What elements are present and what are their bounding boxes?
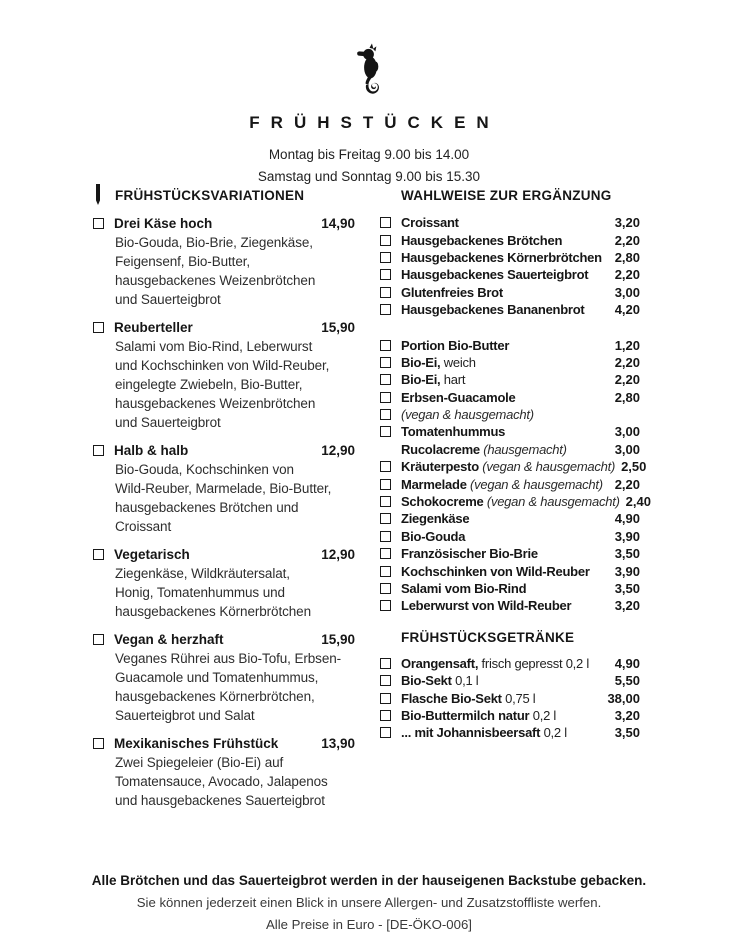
extra-row xyxy=(380,510,640,527)
extra-row-label xyxy=(401,546,538,561)
menu-item-description xyxy=(115,649,355,725)
checkbox[interactable] xyxy=(93,445,104,456)
checkbox[interactable] xyxy=(93,634,104,645)
extra-row-note: (vegan & hausgemacht) xyxy=(466,476,603,492)
extras-column xyxy=(380,186,651,819)
variations-heading-row xyxy=(93,186,355,205)
checkbox[interactable] xyxy=(380,583,391,594)
drink-row-label xyxy=(401,725,567,740)
drink-row-name: Orangensaft, xyxy=(401,655,479,671)
description-line: eingelegte Zwiebeln, Bio-Butter, xyxy=(115,377,303,392)
drink-row-label xyxy=(401,673,478,688)
checkbox[interactable] xyxy=(380,374,391,385)
extra-row-name: Schokocreme xyxy=(401,494,484,510)
menu-item-price: 15,90 xyxy=(321,320,355,335)
drink-row-price: 3,20 xyxy=(614,707,640,723)
extra-row-label xyxy=(401,302,585,317)
description-line: Zwei Spiegeleier (Bio-Ei) auf xyxy=(115,755,284,770)
menu-columns xyxy=(93,186,651,819)
extra-row-note: (vegan & hausgemacht) xyxy=(483,494,620,510)
description-line: Bio-Gouda, Kochschinken von xyxy=(115,462,294,477)
extras-group-breads xyxy=(380,214,640,318)
checkbox[interactable] xyxy=(380,513,391,524)
checkbox[interactable] xyxy=(380,357,391,368)
extra-row-price: 2,20 xyxy=(614,372,640,388)
drink-row xyxy=(380,672,640,689)
menu-item-description xyxy=(115,233,355,309)
extra-row xyxy=(380,266,640,283)
description-line: Honig, Tomatenhummus und xyxy=(115,585,285,600)
menu-item xyxy=(93,214,355,309)
menu-item xyxy=(93,734,355,810)
menu-item xyxy=(93,441,355,536)
extra-row-name: Bio-Gouda xyxy=(401,528,466,544)
description-line: hausgebackenes Weizenbrötchen xyxy=(115,396,316,411)
extras-heading: WAHLWEISE ZUR ERGÄNZUNG xyxy=(401,188,612,203)
extra-row-label xyxy=(401,442,567,457)
extra-row xyxy=(380,475,640,492)
checkbox[interactable] xyxy=(380,409,391,420)
extra-row-price: 2,40 xyxy=(625,494,651,510)
extra-row xyxy=(380,580,640,597)
checkbox[interactable] xyxy=(380,340,391,351)
checkbox[interactable] xyxy=(380,479,391,490)
drink-row-label xyxy=(401,691,535,706)
extra-row-price: 3,20 xyxy=(614,215,640,231)
extra-row-name: Ziegenkäse xyxy=(401,511,470,527)
extra-row-price: 2,20 xyxy=(614,476,640,492)
description-line: Sauerteigbrot und Salat xyxy=(115,708,255,723)
extra-row xyxy=(380,231,640,248)
extra-row-price: 4,20 xyxy=(614,302,640,318)
opening-hours xyxy=(0,144,738,188)
drink-row-label xyxy=(401,708,556,723)
extra-row-label xyxy=(401,581,526,596)
extra-row-price: 3,50 xyxy=(614,581,640,596)
extra-row xyxy=(380,493,651,510)
description-line: Croissant xyxy=(115,519,172,534)
extra-row-detail: hart xyxy=(440,372,466,388)
drink-row-name: ... mit Johannisbeersaft xyxy=(401,725,541,741)
description-line: und Sauerteigbrot xyxy=(115,292,221,307)
drink-row-label xyxy=(401,656,589,671)
description-line: und Sauerteigbrot xyxy=(115,415,221,430)
checkbox[interactable] xyxy=(93,738,104,749)
description-line: Bio-Gouda, Bio-Brie, Ziegenkäse, xyxy=(115,235,313,250)
drink-row-detail: 0,2 l xyxy=(540,725,567,741)
menu-item-name: Vegetarisch xyxy=(114,547,190,562)
extra-row-name: Kochschinken von Wild-Reuber xyxy=(401,563,590,579)
drink-row xyxy=(380,707,640,724)
seahorse-icon xyxy=(354,42,384,96)
extra-row-price: 2,20 xyxy=(614,232,640,248)
drink-row-detail: 0,2 l xyxy=(529,707,557,723)
menu-item-price: 15,90 xyxy=(321,632,355,647)
description-line: Guacamole und Tomatenhummus, xyxy=(115,670,319,685)
menu-item-row xyxy=(93,545,355,564)
extra-row xyxy=(380,545,640,562)
checkbox[interactable] xyxy=(380,727,391,738)
checkbox[interactable] xyxy=(93,218,104,229)
extra-row-label xyxy=(401,285,503,300)
drink-row-name: Bio-Buttermilch natur xyxy=(401,707,530,723)
extra-row xyxy=(380,406,640,423)
extra-row-name: Hausgebackenes Sauerteigbrot xyxy=(401,267,589,283)
menu-item-name: Reuberteller xyxy=(114,320,193,335)
checkbox[interactable] xyxy=(380,531,391,542)
extra-row xyxy=(380,458,647,475)
menu-header xyxy=(0,0,738,188)
extra-row-name: Glutenfreies Brot xyxy=(401,284,503,300)
extra-row-name: Croissant xyxy=(401,215,459,231)
drinks-heading: FRÜHSTÜCKSGETRÄNKE xyxy=(401,629,575,645)
checkbox[interactable] xyxy=(380,461,391,472)
extras-heading-row xyxy=(380,186,640,205)
drink-row xyxy=(380,689,640,706)
description-line: Wild-Reuber, Marmelade, Bio-Butter, xyxy=(115,481,332,496)
footer-price-note: Alle Preise in Euro - [DE-ÖKO-006] xyxy=(266,917,472,932)
menu-item-price: 12,90 xyxy=(321,443,355,458)
menu-item-name: Halb & halb xyxy=(114,443,189,458)
extra-row-price: 2,20 xyxy=(614,354,640,370)
menu-item xyxy=(93,545,355,621)
extra-row-name: Rucolacreme xyxy=(401,441,480,457)
checkbox[interactable] xyxy=(380,235,391,246)
extra-row-price: 4,90 xyxy=(614,511,640,527)
extra-row-note: (vegan & hausgemacht) xyxy=(478,459,616,475)
menu-item-row xyxy=(93,734,355,753)
extra-row-name: Hausgebackenes Brötchen xyxy=(401,232,563,248)
checkbox[interactable] xyxy=(380,496,391,507)
extra-row-label xyxy=(401,372,465,387)
extra-row-note: (hausgemacht) xyxy=(479,441,567,457)
extra-row-detail: weich xyxy=(440,354,476,370)
checkbox[interactable] xyxy=(380,548,391,559)
extra-row-name: Bio-Ei, xyxy=(401,372,441,388)
menu-item-description xyxy=(115,460,355,536)
description-line: hausgebackenes Weizenbrötchen xyxy=(115,273,316,288)
extra-row-label xyxy=(401,529,465,544)
extra-row-label xyxy=(401,494,620,509)
menu-item-price: 12,90 xyxy=(321,547,355,562)
extra-row-name: Hausgebackenes Bananenbrot xyxy=(401,302,585,318)
extra-row-price: 2,80 xyxy=(614,249,640,265)
extra-row-name: Leberwurst von Wild-Reuber xyxy=(401,598,572,614)
checkbox[interactable] xyxy=(380,392,391,403)
extra-row xyxy=(380,441,640,458)
checkbox[interactable] xyxy=(93,322,104,333)
description-line: hausgebackenes Körnerbrötchen xyxy=(115,604,311,619)
extra-row xyxy=(380,249,640,266)
extra-row-price: 3,00 xyxy=(614,424,640,440)
description-line: Salami vom Bio-Rind, Leberwurst xyxy=(115,339,313,354)
menu-item-description xyxy=(115,753,355,810)
hours-weekdays: Montag bis Freitag 9.00 bis 14.00 xyxy=(268,147,470,162)
extra-row-name: Französischer Bio-Brie xyxy=(401,546,538,562)
extra-row-price: 2,20 xyxy=(614,267,640,283)
checkbox[interactable] xyxy=(380,304,391,315)
menu-item-row xyxy=(93,630,355,649)
drink-row-price: 5,50 xyxy=(614,673,640,689)
drink-row-detail: 0,1 l xyxy=(451,673,479,689)
menu-item-name: Mexikanisches Frühstück xyxy=(114,736,279,751)
drink-row-price: 38,00 xyxy=(607,690,640,706)
text-cursor-icon xyxy=(96,184,100,205)
extra-row-name: Marmelade xyxy=(401,476,467,492)
extra-row xyxy=(380,597,640,614)
drink-row-price: 4,90 xyxy=(614,655,640,671)
menu-item-description xyxy=(115,337,355,432)
drink-row-detail: 0,75 l xyxy=(501,690,536,706)
extra-row xyxy=(380,354,640,371)
extra-row-label xyxy=(401,407,534,422)
extra-row-label xyxy=(401,598,571,613)
checkbox[interactable] xyxy=(380,693,391,704)
extra-row xyxy=(380,336,640,353)
description-line: Veganes Rührei aus Bio-Tofu, Erbsen- xyxy=(115,651,342,666)
extra-row-name: Hausgebackenes Körnerbrötchen xyxy=(401,249,602,265)
extra-row-note: (vegan & hausgemacht) xyxy=(401,407,534,423)
checkbox[interactable] xyxy=(380,217,391,228)
extra-row xyxy=(380,214,640,231)
checkbox[interactable] xyxy=(380,269,391,280)
extra-row-price: 1,20 xyxy=(614,337,640,353)
drink-row xyxy=(380,655,640,672)
extra-row-label xyxy=(401,424,505,439)
menu-item-price: 14,90 xyxy=(321,216,355,231)
extra-row-price: 3,90 xyxy=(614,528,640,544)
drink-row-name: Flasche Bio-Sekt xyxy=(401,690,502,706)
extra-row-label xyxy=(401,477,603,492)
menu-item-row xyxy=(93,318,355,337)
menu-item-name: Vegan & herzhaft xyxy=(114,632,224,647)
extra-row-name: Portion Bio-Butter xyxy=(401,337,510,353)
checkbox[interactable] xyxy=(380,658,391,669)
menu-footer xyxy=(0,870,738,944)
checkbox[interactable] xyxy=(380,252,391,263)
extra-row-name: Kräuterpesto xyxy=(401,459,479,475)
extra-row-label xyxy=(401,267,588,282)
checkbox[interactable] xyxy=(380,566,391,577)
extra-row-name: Bio-Ei, xyxy=(401,354,441,370)
extra-row-name: Tomatenhummus xyxy=(401,424,506,440)
checkbox[interactable] xyxy=(93,549,104,560)
extra-row-label xyxy=(401,459,615,474)
drink-row-name: Bio-Sekt xyxy=(401,673,452,689)
menu-item-price: 13,90 xyxy=(321,736,355,751)
extra-row-label xyxy=(401,355,476,370)
extra-row-label xyxy=(401,233,562,248)
extra-row-price: 3,00 xyxy=(614,441,640,457)
extra-row-price: 3,50 xyxy=(614,546,640,562)
checkbox[interactable] xyxy=(380,426,391,437)
checkbox[interactable] xyxy=(380,710,391,721)
menu-item-description xyxy=(115,564,355,621)
description-line: Feigensenf, Bio-Butter, xyxy=(115,254,251,269)
variations-column xyxy=(93,186,355,819)
menu-item-row xyxy=(93,441,355,460)
variations-list xyxy=(93,214,355,810)
extra-row xyxy=(380,423,640,440)
menu-item-row xyxy=(93,214,355,233)
hours-weekend: Samstag und Sonntag 9.00 bis 15.30 xyxy=(257,169,481,184)
extra-row-label xyxy=(401,250,602,265)
description-line: hausgebackenes Brötchen und xyxy=(115,500,299,515)
checkbox[interactable] xyxy=(380,675,391,686)
extra-row-price: 2,80 xyxy=(614,389,640,405)
extra-row-label xyxy=(401,215,459,230)
drink-row xyxy=(380,724,640,741)
extra-row-name: Salami vom Bio-Rind xyxy=(401,581,527,596)
drink-row-detail: frisch gepresst 0,2 l xyxy=(478,655,590,671)
extra-row xyxy=(380,528,640,545)
extra-row-price: 3,90 xyxy=(614,563,640,579)
description-line: Tomatensauce, Avocado, Jalapenos xyxy=(115,774,328,789)
description-line: und hausgebackenes Sauerteigbrot xyxy=(115,793,325,808)
extra-row xyxy=(380,371,640,388)
drink-row-price: 3,50 xyxy=(614,725,640,741)
drinks-list xyxy=(380,655,640,742)
extra-row xyxy=(380,284,640,301)
extra-row-price: 2,50 xyxy=(621,459,647,475)
menu-item xyxy=(93,318,355,432)
extra-row xyxy=(380,562,640,579)
description-line: und Kochschinken von Wild-Reuber, xyxy=(115,358,330,373)
extra-row-name: Erbsen-Guacamole xyxy=(401,389,516,405)
extra-row xyxy=(380,389,640,406)
extra-row-label xyxy=(401,338,509,353)
menu-item-name: Drei Käse hoch xyxy=(114,216,213,231)
menu-item xyxy=(93,630,355,725)
extra-row-label xyxy=(401,390,516,405)
menu-title: FRÜHSTÜCKEN xyxy=(249,113,500,132)
extra-row xyxy=(380,301,640,318)
checkbox[interactable] xyxy=(380,600,391,611)
extra-row-price: 3,20 xyxy=(614,598,640,614)
extra-row-label xyxy=(401,511,469,526)
footer-bakery-note: Alle Brötchen und das Sauerteigbrot werden in der hauseigenen Backstube gebacken. xyxy=(91,873,647,888)
extras-group-toppings xyxy=(380,336,651,614)
description-line: hausgebackenes Körnerbrötchen, xyxy=(115,689,315,704)
description-line: Ziegenkäse, Wildkräutersalat, xyxy=(115,566,290,581)
extra-row-price: 3,00 xyxy=(614,284,640,300)
checkbox[interactable] xyxy=(380,287,391,298)
footer-allergen-note: Sie können jederzeit einen Blick in unsere Allergen- und Zusatzstoffliste werfen. xyxy=(136,895,602,910)
variations-heading: FRÜHSTÜCKSVARIATIONEN xyxy=(115,188,305,203)
extra-row-label xyxy=(401,564,590,579)
